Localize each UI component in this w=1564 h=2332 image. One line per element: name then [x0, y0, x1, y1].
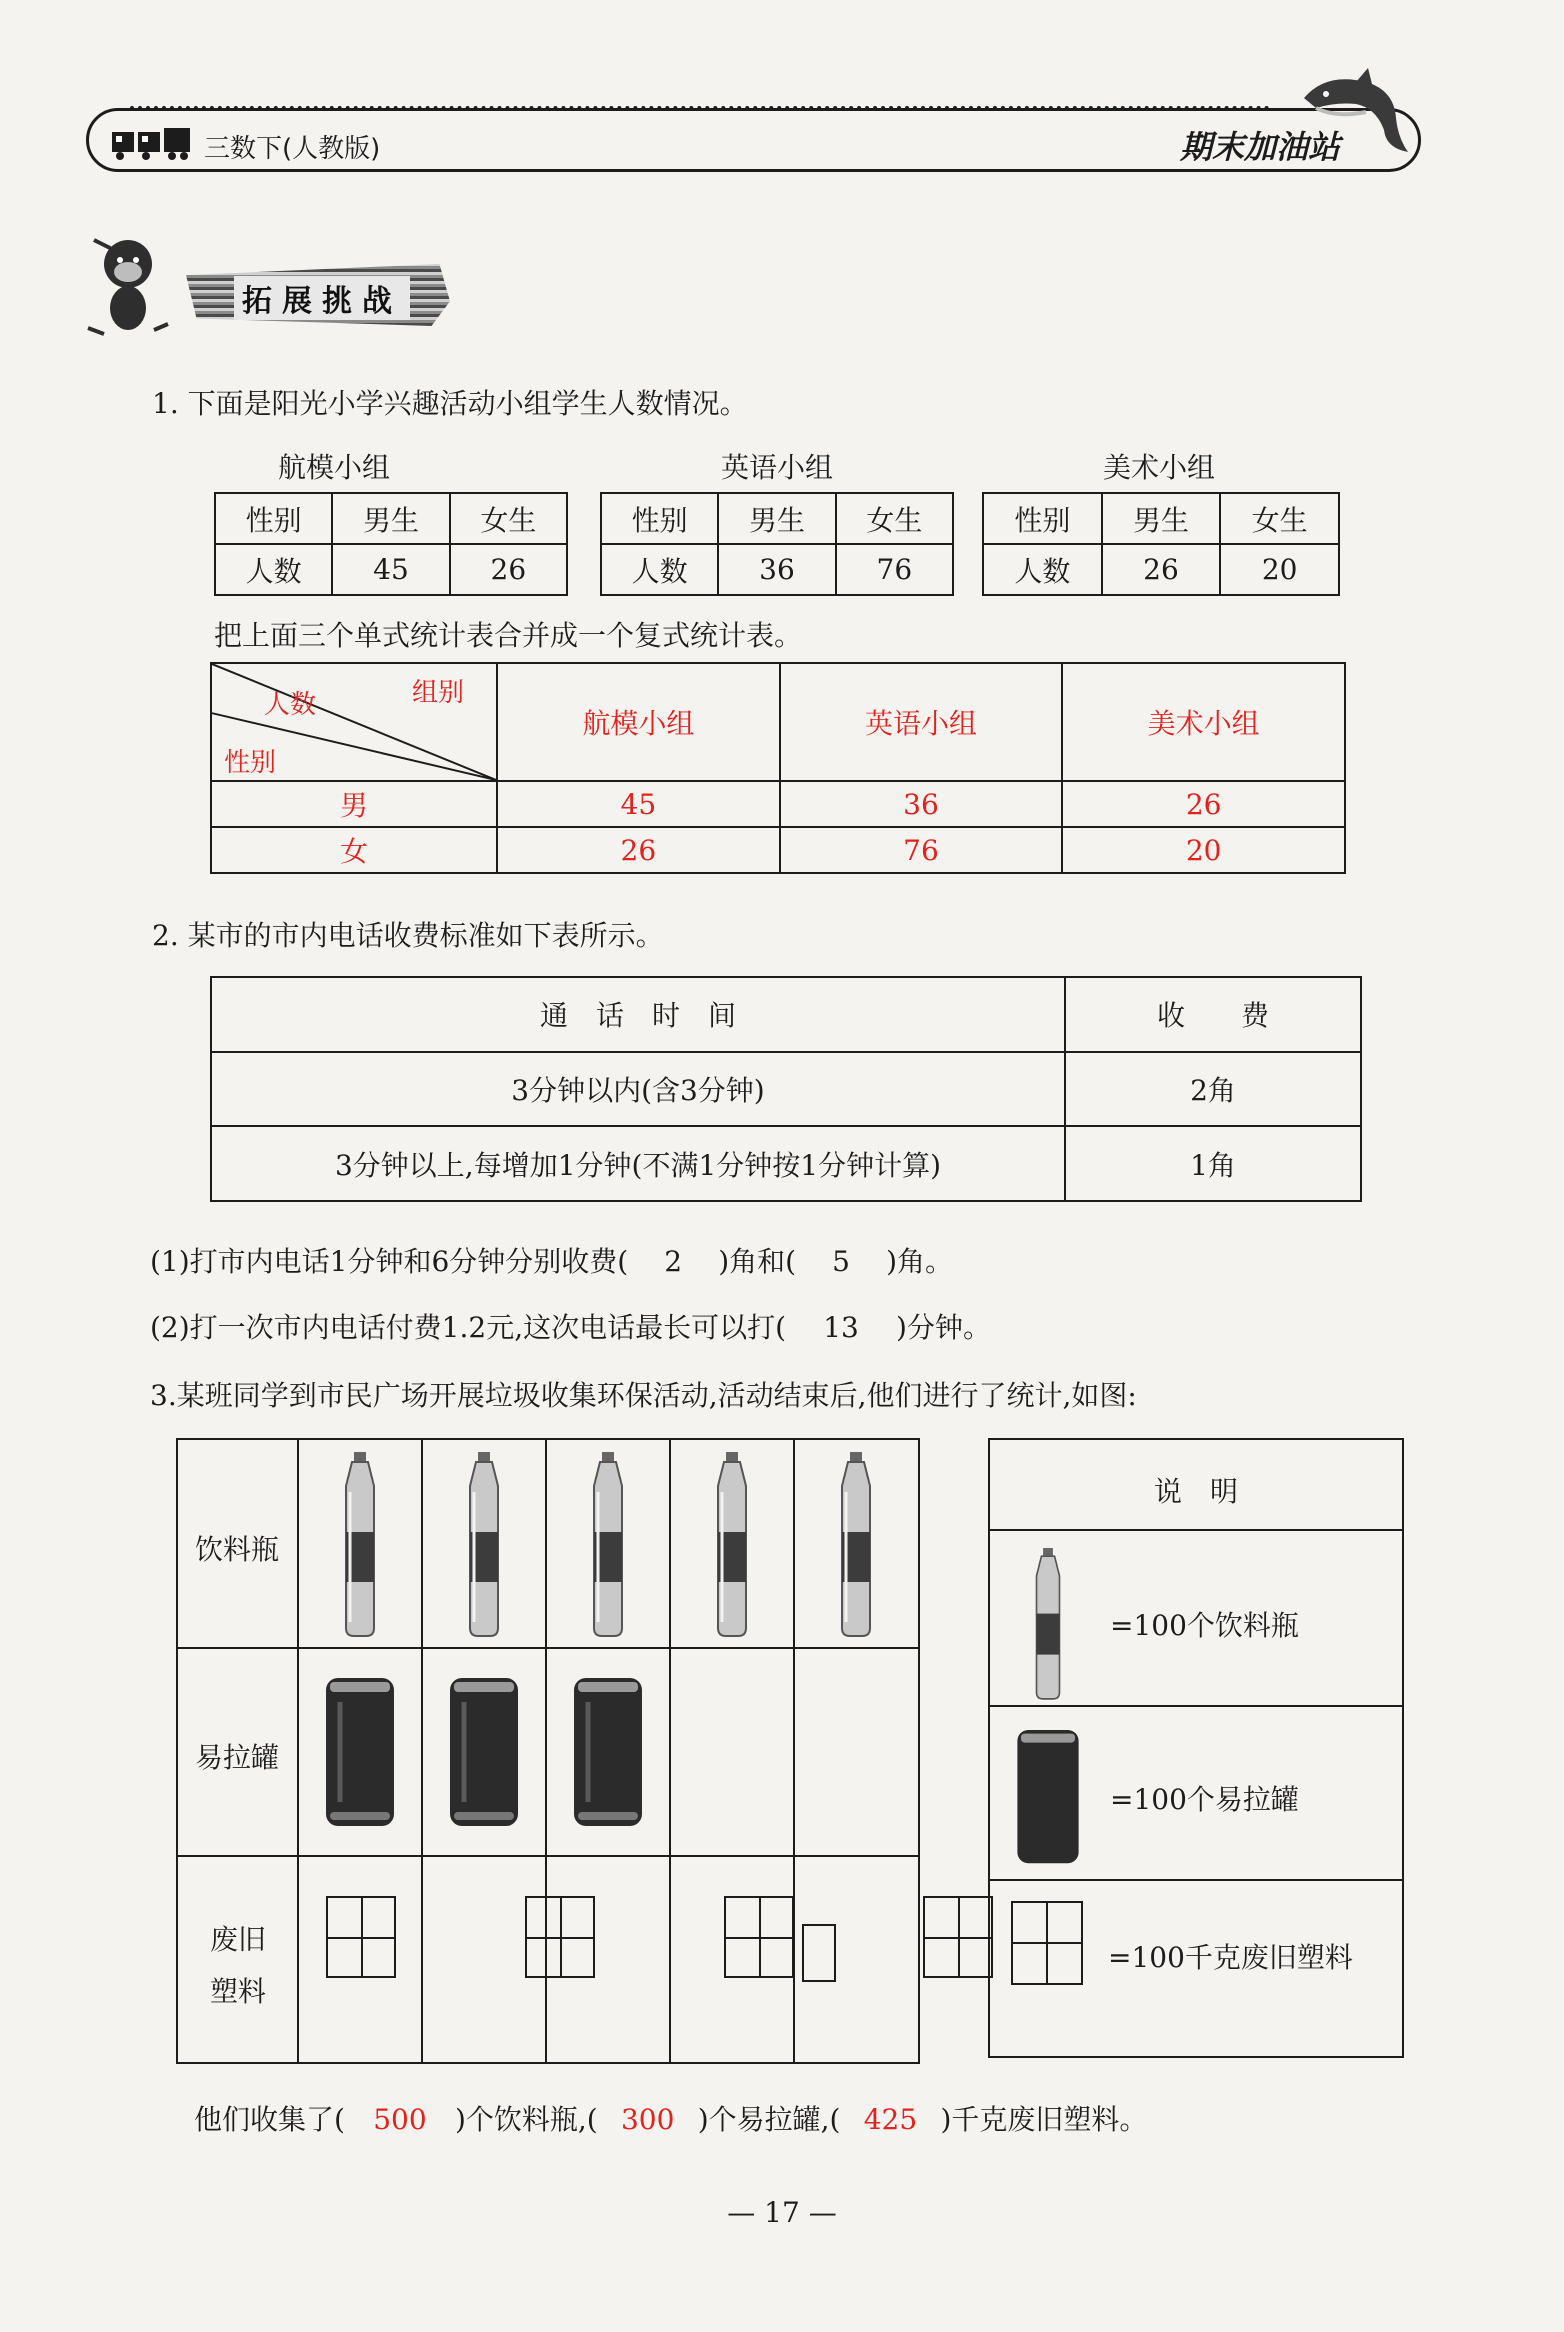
- plastic-icon: [724, 1896, 794, 1978]
- row-label: 男: [211, 781, 497, 827]
- table-row: [211, 1126, 1361, 1201]
- bottle-icon: [346, 1452, 374, 1636]
- corner-cell: [211, 663, 497, 781]
- dolphin-icon: [1296, 68, 1414, 160]
- train-icon: [110, 124, 194, 162]
- bottle-icon: [594, 1452, 622, 1636]
- page-number: — 17 —: [727, 2196, 837, 2229]
- cell: 女生: [1220, 493, 1339, 544]
- legend-title: 说 明: [1153, 1475, 1238, 1508]
- header-left-title: 三数下(人教版): [204, 134, 381, 164]
- plastic-icon: [326, 1896, 396, 1978]
- q2-sub1-text: (1)打市内电话1分钟和6分钟分别收费(: [150, 1245, 629, 1278]
- q3-answer-text: )千克废旧塑料。: [940, 2103, 1148, 2136]
- q3-answer-plastic: 425: [863, 2103, 918, 2136]
- corner-bottom-label: 性别: [224, 748, 277, 778]
- q2-sub1-text: )角。: [886, 1245, 954, 1278]
- can-icon: [574, 1678, 642, 1826]
- table-hangmo: [214, 492, 568, 596]
- legend-can: =100个易拉罐: [1110, 1783, 1299, 1816]
- cell: 20: [1062, 827, 1345, 873]
- cell: 45: [332, 544, 449, 595]
- table1-caption: 航模小组: [277, 451, 390, 484]
- cell: 76: [780, 827, 1063, 873]
- table-row: [211, 1052, 1361, 1127]
- q3-answer-cans: 300: [620, 2103, 675, 2136]
- q3-answer: [194, 2098, 1147, 2138]
- q1-instruction: 把上面三个单式统计表合并成一个复式统计表。: [214, 619, 803, 652]
- q2-prompt: 2. 某市的市内电话收费标准如下表所示。: [152, 919, 664, 952]
- q2-sub2: [150, 1306, 991, 1346]
- q3-answer-text: )个饮料瓶,(: [454, 2103, 598, 2136]
- cell: 36: [718, 544, 835, 595]
- cell: 男生: [718, 493, 835, 544]
- q2-sub1-answer2: 5: [832, 1245, 850, 1278]
- cell: 3分钟以上,每增加1分钟(不满1分钟按1分钟计算): [211, 1126, 1065, 1201]
- cell: 26: [450, 544, 567, 595]
- cell: 26: [1062, 781, 1345, 827]
- cell: 3分钟以内(含3分钟): [211, 1052, 1065, 1127]
- q3-answer-text: )个易拉罐,(: [697, 2103, 841, 2136]
- col-header: 美术小组: [1062, 663, 1345, 781]
- cell: 人数: [983, 544, 1102, 595]
- phone-fee-table: [210, 976, 1362, 1202]
- table2-caption: 英语小组: [720, 451, 833, 484]
- q2-sub2-text: )分钟。: [896, 1311, 991, 1344]
- legend-plastic: =100千克废旧塑料: [1108, 1941, 1353, 1974]
- q2-sub1: [150, 1240, 953, 1280]
- q3-answer-text: 他们收集了(: [194, 2103, 345, 2136]
- bottle-icon: [718, 1452, 746, 1636]
- legend-bottle: =100个饮料瓶: [1110, 1609, 1299, 1642]
- plastic-icon: [923, 1896, 993, 1978]
- q2-sub2-text: (2)打一次市内电话付费1.2元,这次电话最长可以打(: [150, 1311, 787, 1344]
- table-row: [211, 781, 1345, 827]
- row-label-can: 易拉罐: [194, 1741, 279, 1774]
- corner-top-label: 组别: [412, 678, 465, 708]
- row-label-plastic: 废旧塑料: [209, 1923, 266, 2008]
- cell: 36: [780, 781, 1063, 827]
- q2-sub2-answer: 13: [823, 1311, 859, 1344]
- table-yingyu: [600, 492, 954, 596]
- plastic-quarter-icon: [802, 1924, 836, 1982]
- combined-table: [210, 662, 1346, 874]
- cell: 男生: [1102, 493, 1221, 544]
- cell: 性别: [215, 493, 332, 544]
- corner-mid-label: 人数: [264, 690, 317, 720]
- monkey-icon: [84, 230, 172, 340]
- cell: 1角: [1065, 1126, 1361, 1201]
- row-label-bottle: 饮料瓶: [194, 1533, 279, 1566]
- cell: 女生: [450, 493, 567, 544]
- cell: 人数: [215, 544, 332, 595]
- col-header: 通 话 时 间: [211, 977, 1065, 1052]
- plastic-icon: [525, 1896, 595, 1978]
- cell: 男生: [332, 493, 449, 544]
- header-right-title: 期末加油站: [1180, 128, 1341, 166]
- q2-sub1-text: )角和(: [718, 1245, 797, 1278]
- col-header: 航模小组: [497, 663, 780, 781]
- row-label: 女: [211, 827, 497, 873]
- cell: 45: [497, 781, 780, 827]
- bottle-icon: [470, 1452, 498, 1636]
- bottle-icon: [842, 1452, 870, 1636]
- cell: 20: [1220, 544, 1339, 595]
- q3-answer-bottles: 500: [373, 2103, 427, 2136]
- cell: 2角: [1065, 1052, 1361, 1127]
- q1-prompt: 1. 下面是阳光小学兴趣活动小组学生人数情况。: [152, 387, 748, 420]
- table-row: [211, 827, 1345, 873]
- q3-prompt: 3.某班同学到市民广场开展垃圾收集环保活动,活动结束后,他们进行了统计,如图:: [150, 1379, 1137, 1412]
- col-header: 收 费: [1065, 977, 1361, 1052]
- col-header: 英语小组: [780, 663, 1063, 781]
- cell: 26: [1102, 544, 1221, 595]
- table-meishu: [982, 492, 1340, 596]
- cell: 性别: [601, 493, 718, 544]
- cell: 人数: [601, 544, 718, 595]
- cell: 女生: [836, 493, 953, 544]
- can-icon: [326, 1678, 394, 1826]
- can-icon: [450, 1678, 518, 1826]
- table3-caption: 美术小组: [1102, 451, 1215, 484]
- cell: 性别: [983, 493, 1102, 544]
- q2-sub1-answer1: 2: [664, 1245, 683, 1278]
- cell: 76: [836, 544, 953, 595]
- cell: 26: [497, 827, 780, 873]
- section-title: 拓展挑战: [234, 276, 410, 320]
